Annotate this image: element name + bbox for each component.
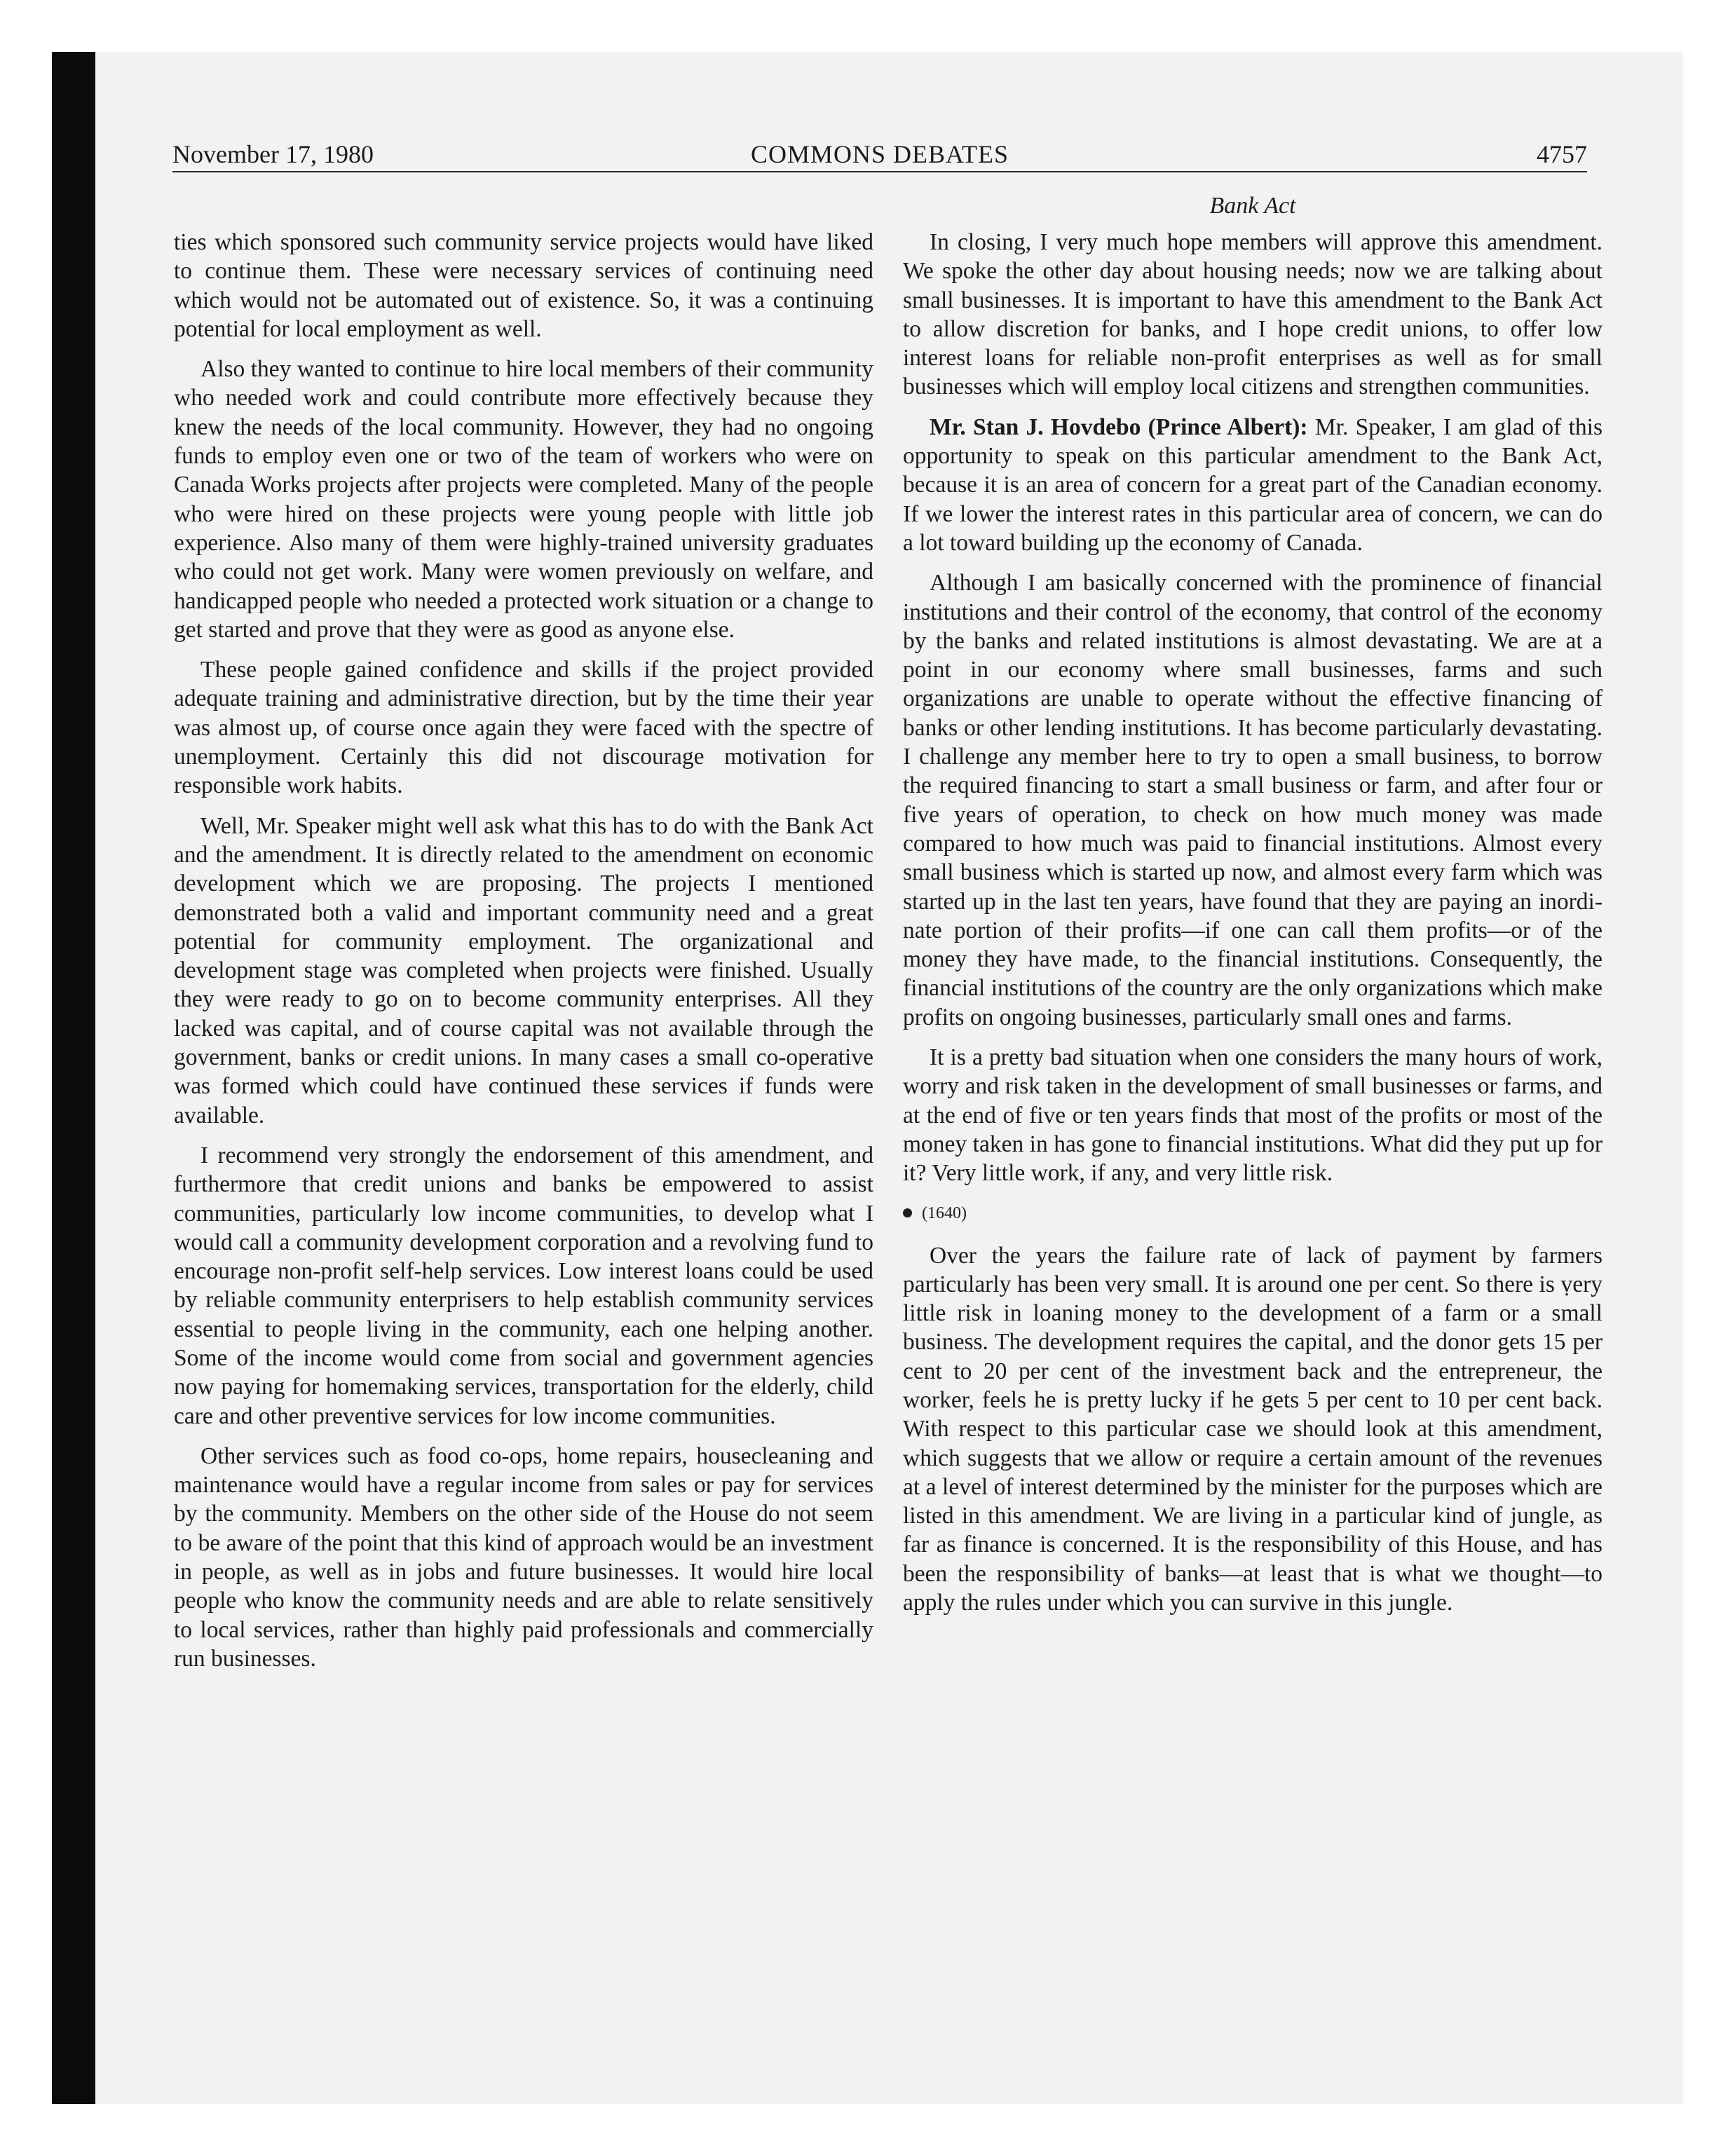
speaker-text: Mr. Speaker, I am glad of this opportunity to speak on this particular amendment to the Bank Act, because it is an area of concern for a great part of the Canadian economy. If we lower the interest rates in this particular area of concern, we can do a lot toward building up the economy of Canada. <box>903 414 1603 556</box>
bullet-icon <box>903 1208 912 1217</box>
paragraph: ties which sponsored such community service projects would have liked to continue them. These were necessary services of continuing need which would not be automated out of existence. So, it was a continuing potential for local employment as well. <box>174 229 873 342</box>
paragraph: Over the years the failure rate of lack of payment by farmers particularly has been very small. It is around one per cent. So there is ṿery little risk in loaning money to the development of a farm or a small business. The development requires the capital, and the donor gets 15 per cent to 20 per cent of the investment back and the entrepreneur, the worker, feels he is pretty lucky if he gets 5 per cent to 10 per cent back. With respect to this particular case we should look at this amendment, which suggests that we allow or require a certain amount of the revenues at a level of interest determined by the minister for the purposes which are listed in this amendment. We are living in a particular kind of jungle, as far as finance is concerned. It is the responsibility of this House, and has been the responsibility of banks—at least that is what we thought—to apply the rules under which you can survive in this jungle. <box>903 1242 1603 1616</box>
binding-edge <box>52 52 95 2104</box>
paragraph: I recommend very strongly the endorsement of this amendment, and furthermore that credit unions and banks be empowered to assist communities, particularly low income communities, to develop what I would call a community development corporation and a revolving fund to encourage non-profit self-help services. Low interest loans could be used by reliable community enterprisers to help establish community services essential to people living in the community, each one helping another. Some of the income would come from social and government agencies now paying for homemaking services, transportation for the elderly, child care and other preventive services for low income communities. <box>174 1142 873 1429</box>
left-column <box>174 228 873 1684</box>
right-column <box>903 228 1603 1628</box>
timestamp-marker <box>903 1201 1603 1226</box>
paragraph: Other services such as food co-ops, home repairs, housecleaning and maintenance would have a regular income from sales or pay for services by the community. Members on the other side of the House do not seem to be aware of the point that this kind of approach would be an investment in people, as well as in jobs and future businesses. It would hire local people who know the community needs and are able to relate sensitively to local services, rather than highly paid professionals and commercially run businesses. <box>174 1442 873 1672</box>
timestamp: (1640) <box>922 1203 967 1222</box>
paragraph: It is a pretty bad situation when one considers the many hours of work, worry and risk taken in the development of small businesses or farms, and at the end of five or ten years finds that most of the profits or most of the money taken in has gone to financial institutions. What did they put up for it? Very little work, if any, and very little risk. <box>903 1044 1603 1187</box>
paragraph: Also they wanted to continue to hire local members of their community who needed work and could contribute more effectively because they knew the needs of the local community. However, they had no ongoing funds to employ even one or two of the team of workers who were on Canada Works projects after projects were completed. Many of the people who were hired on these projects were young people with little job experience. Also many of them were highly-trained university graduates who could not get work. Many were women previously on welfare, and handicapped people who needed a protected work situation or a change to get started and prove that they were as good as anyone else. <box>174 356 873 643</box>
paragraph: Well, Mr. Speaker might well ask what this has to do with the Bank Act and the amendment. It is directly related to the amendment on economic development which we are proposing. The projects I mentioned demonstrated both a valid and important community need and a great potential for community employment. The organizational and development stage was completed when projects were finished. Usually they were ready to go on to become community enterprises. All they lacked was capital, and of course capital was not available through the government, banks or credit unions. In many cases a small co-operative was formed which could have continued these services if funds were available. <box>174 812 873 1128</box>
paragraph: These people gained confidence and skills if the project provided adequate training and administrative direction, but by the time their year was almost up, of course once again they were faced with the spectre of unemployment. Certainly this did not discourage motivation for responsible work habits. <box>174 657 873 799</box>
speaker-paragraph <box>903 413 1603 557</box>
speaker-name: Mr. Stan J. Hovdebo (Prince Albert): <box>930 414 1308 440</box>
section-title: Bank Act <box>1209 193 1296 219</box>
paragraph: In closing, I very much hope members will approve this amendment. We spoke the other day about housing needs; now we are talking about small businesses. It is important to have this amendment to the Bank Act to allow discretion for banks, and I hope credit unions, to offer low interest loans for reliable non-profit enterprises as well as for small businesses which will employ local citizens and strengthen communities. <box>903 229 1603 400</box>
page-number: 4757 <box>1537 140 1587 168</box>
page-header <box>172 137 1587 171</box>
publication-title: COMMONS DEBATES <box>750 140 1009 168</box>
header-date: November 17, 1980 <box>172 140 374 168</box>
header-rule <box>172 171 1587 172</box>
paragraph: Although I am basically concerned with the prominence of financial institutions and their control of the economy, that control of the economy by the banks and related institutions is almost devastating. We are at a point in our economy where small businesses, farms and such organizations are unable to operate without the effective financing of banks or other lending institutions. It has become particularly devastating. I challenge any member here to try to open a small business, to borrow the required financing to start a small business or farm, and after four or five years of operation, to check on how much money was made compared to how much was paid to financial institutions. Almost every small business which is started up now, and almost every farm which was started up in the last ten years, have found that they are paying an inordinate portion of their profits—if one can call them profits—or of the money they have made, to the financial institutions. Consequently, the financial institutions of the country are the only organizations which make profits on ongoing businesses, particularly small ones and farms. <box>903 570 1603 1030</box>
